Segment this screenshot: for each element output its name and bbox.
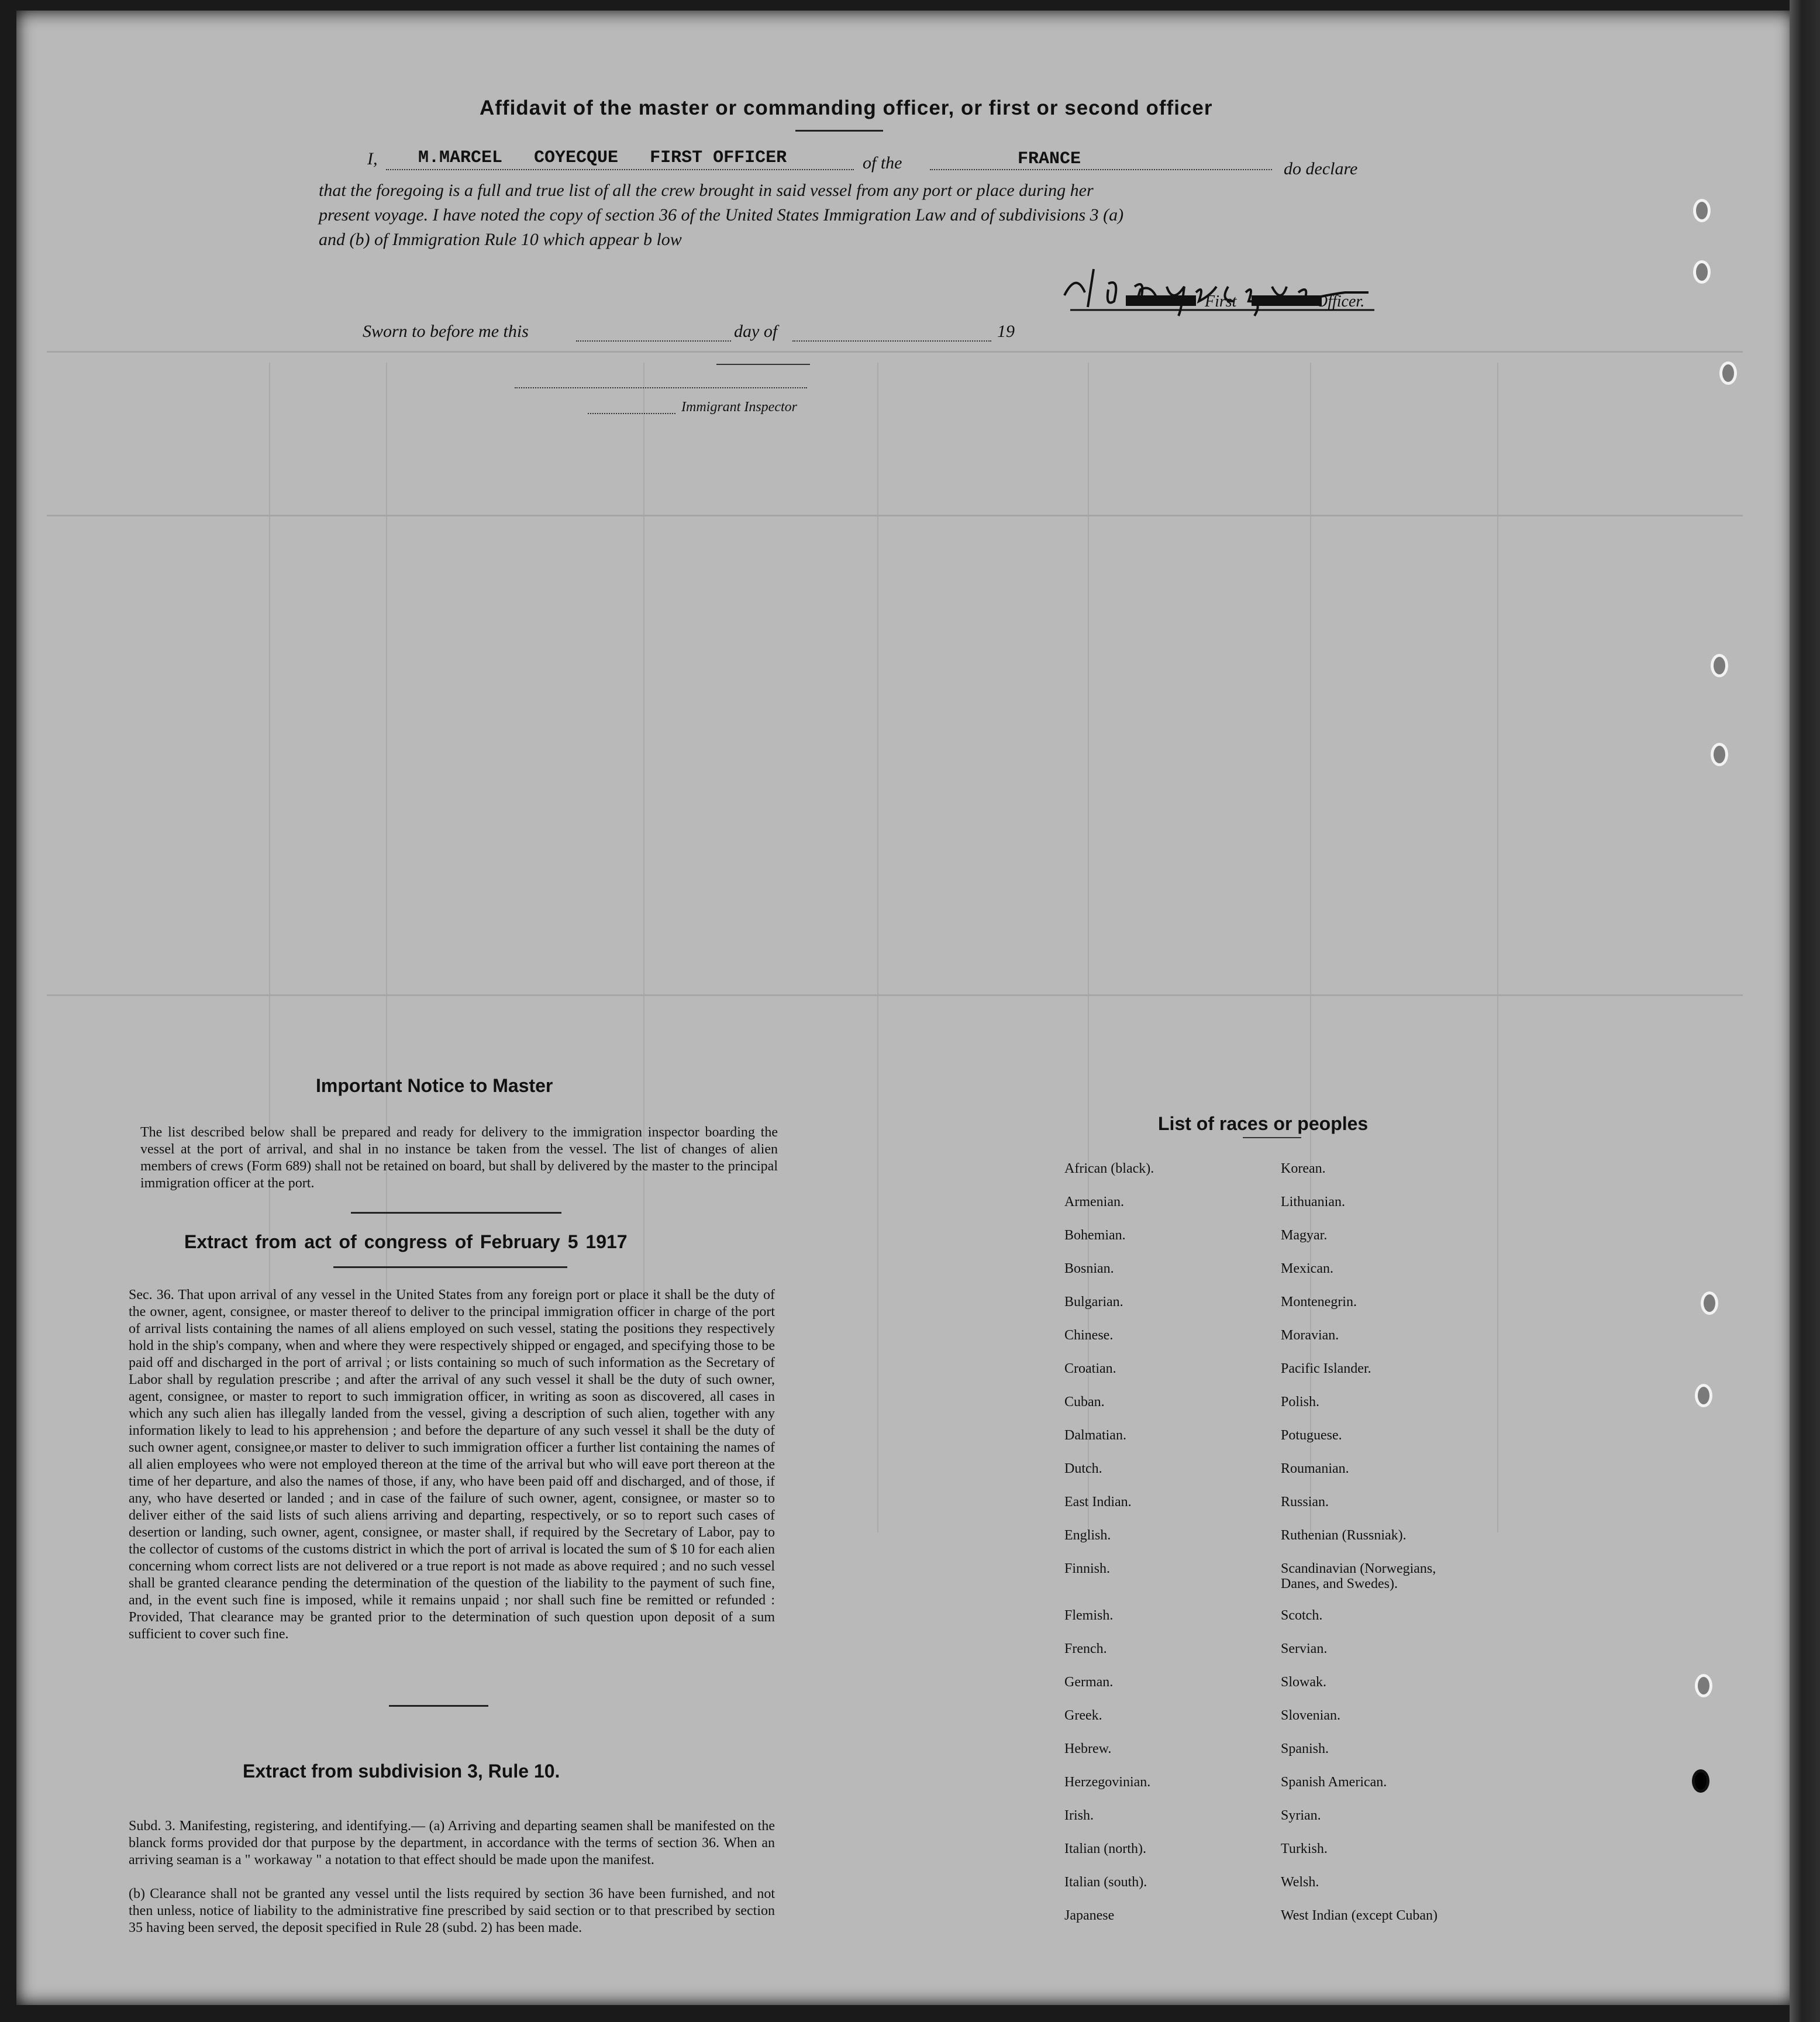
race-item: Russian. — [1281, 1494, 1329, 1510]
race-item: Roumanian. — [1281, 1461, 1349, 1476]
race-item: Scotch. — [1281, 1608, 1323, 1623]
race-item: Potuguese. — [1281, 1428, 1342, 1443]
race-item: Magyar. — [1281, 1228, 1328, 1243]
punch-hole — [1711, 654, 1728, 677]
race-item: Hebrew. — [1064, 1741, 1112, 1756]
ghost-rule — [47, 351, 1743, 353]
races-column-2 — [1281, 1161, 1474, 1941]
race-item: Armenian. — [1064, 1194, 1124, 1210]
affidavit-line-4: and (b) of Immigration Rule 10 which appear b low — [319, 230, 682, 249]
race-item: Finnish. — [1064, 1561, 1111, 1576]
affidavit-title: Affidavit of the master or commanding officer, or first or second officer — [480, 97, 1213, 119]
of-the-label: of the — [863, 153, 902, 173]
document-page — [16, 11, 1794, 2005]
race-item: Slovenian. — [1281, 1708, 1340, 1723]
ghost-column — [1497, 363, 1498, 1532]
ghost-rule — [47, 994, 1743, 996]
vessel-dotted-line — [930, 168, 1272, 170]
punch-hole — [1693, 260, 1711, 284]
rule-extract-body-b: (b) Clearance shall not be granted any vessel until the lists required by section 36 have been furnished, and not then unless, notice of liability to the administrative fine prescribed by said section or to that prescribed by section 35 having been served, the deposit specified in Rule 28 (subd. 2) has been made. — [129, 1886, 775, 1935]
race-item: Dutch. — [1064, 1461, 1102, 1476]
race-item: Herzegovinian. — [1064, 1775, 1151, 1790]
race-item: Ruthenian (Russniak). — [1281, 1528, 1407, 1543]
race-item: Turkish. — [1281, 1841, 1328, 1856]
signature-first-label: First — [1205, 292, 1237, 311]
affidavit-line-2: that the foregoing is a full and true list of all the crew brought in said vessel from any port or place during her — [319, 181, 1094, 200]
officer-name-field: M.MARCEL COYECQUE FIRST OFFICER — [418, 148, 787, 168]
year-prefix: 19 — [997, 322, 1015, 341]
race-item: Italian (south). — [1064, 1875, 1147, 1890]
race-item: Spanish. — [1281, 1741, 1329, 1756]
name-dotted-line — [386, 168, 854, 170]
race-item: Korean. — [1281, 1161, 1326, 1176]
race-item: Scandinavian (Norwegians, Danes, and Swedes). — [1281, 1561, 1436, 1592]
day-of-label: day of — [734, 322, 778, 341]
race-item: Mexican. — [1281, 1261, 1333, 1276]
race-item: Spanish American. — [1281, 1775, 1387, 1790]
race-item: East Indian. — [1064, 1494, 1132, 1510]
race-item: Japanese — [1064, 1908, 1115, 1923]
race-item: Moravian. — [1281, 1328, 1339, 1343]
act-end-rule — [389, 1705, 488, 1707]
rule-extract-body-a: Subd. 3. Manifesting, registering, and identifying.— (a) Arriving and departing seamen shall be manifested on the blanck forms provided dor that purpose by the department, in accordance with the terms of section 36. When an arriving seaman is a " workaway " a notation to that effect should be made upon the manifest. — [129, 1818, 775, 1868]
races-title: List of races or peoples — [1158, 1113, 1369, 1134]
punch-hole — [1692, 1769, 1709, 1793]
page-edge — [1790, 0, 1820, 2022]
ghost-rule — [47, 515, 1743, 516]
race-item: German. — [1064, 1675, 1114, 1690]
affidavit-line-3: present voyage. I have noted the copy of section 36 of the United States Immigration Law and of subdivisions 3 (a) — [319, 205, 1124, 225]
race-item: Pacific Islander. — [1281, 1361, 1371, 1376]
race-item: French. — [1064, 1641, 1107, 1656]
races-title-underline — [1243, 1137, 1301, 1138]
struck-out-text — [1126, 295, 1196, 306]
race-item: Italian (north). — [1064, 1841, 1146, 1856]
race-item: Cuban. — [1064, 1394, 1105, 1410]
do-declare-label: do declare — [1284, 159, 1358, 178]
race-item: Welsh. — [1281, 1875, 1319, 1890]
race-item: Irish. — [1064, 1808, 1094, 1823]
race-item: Croatian. — [1064, 1361, 1116, 1376]
race-item: Lithuanian. — [1281, 1194, 1345, 1210]
act-extract-body: Sec. 36. That upon arrival of any vessel in the United States from any foreign port or place it shall be the duty of the owner, agent, consignee, or master thereof to deliver to the principal immigration officer in charge of the port of arrival lists containing the names of all aliens employed on such vessel, stating the positions they respectively hold in the ship's company, when and where they were respectively shipped or engaged, and specifying those to be paid off and discharged in the port of arrival ; or lists containing so much of such information as the Secretary of Labor shall by regulation prescribe ; and after the arrival of any such vessel it shall be the duty of such owner, agent, consignee, or master to report to such immigration officer, in writing as soon as discovered, all cases in which any such alien has illegally landed from the vessel, giving a description of such alien, together with any information likely to lead to his apprehension ; and before the departure of any such vessel it shall be the duty of such owner agent, consignee,or master to deliver to such immigration officer a further list containing the names of all alien employees who were not employed thereon at the time of the arrival but who will eave port thereon at the time of her departure, and also the names of those, if any, who have been paid off and discharged, and of those, if any, who have deserted or landed ; and in case of the failure of such owner, agent, consignee, or master so to deliver either of the said lists of such aliens arriving and departing, respectively, or so to report such cases of desertion or landing, such owner, agent, consignee, or master shall, if required by the Secretary of Labor, pay to the collector of customs of the customs district in which the port of arrival is located the sum of $ 10 for each alien concerning whom correct lists are not delivered or a true report is not made as above required ; and no such vessel shall be granted clearance pending the determination of the question of the liability to the payment of such fine, and, in the event such fine is imposed, while it remains unpaid ; nor shall such fine be remitted or refunded : Provided, That clearance may be granted prior to the determination of such question upon deposit of a sum sufficient to cover such fine. — [129, 1287, 775, 1642]
race-item: Montenegrin. — [1281, 1294, 1357, 1310]
punch-hole — [1695, 1384, 1712, 1407]
vessel-name-field: FRANCE — [1018, 149, 1081, 169]
race-item: Greek. — [1064, 1708, 1102, 1723]
punch-hole — [1701, 1291, 1718, 1315]
signature-officer-label: Officer. — [1316, 292, 1365, 311]
race-item: Dalmatian. — [1064, 1428, 1126, 1443]
punch-hole — [1693, 199, 1711, 222]
race-item: Bosnian. — [1064, 1261, 1114, 1276]
punch-hole — [1719, 361, 1737, 385]
race-item: Slowak. — [1281, 1675, 1326, 1690]
race-item: West Indian (except Cuban) — [1281, 1908, 1438, 1923]
notice-title: Important Notice to Master — [316, 1075, 553, 1096]
rule-extract-title: Extract from subdivision 3, Rule 10. — [243, 1761, 560, 1782]
race-item: Flemish. — [1064, 1608, 1114, 1623]
affidavit-i: I, — [367, 149, 378, 168]
act-extract-title: Extract from act of congress of February 5 1917 — [184, 1231, 628, 1252]
notice-rule — [351, 1212, 561, 1214]
race-item: Servian. — [1281, 1641, 1328, 1656]
act-rule — [333, 1266, 567, 1268]
punch-hole — [1695, 1674, 1712, 1697]
races-column-1 — [1064, 1161, 1154, 1941]
race-item: Bulgarian. — [1064, 1294, 1123, 1310]
inspector-sign-line-short — [588, 412, 675, 414]
race-item: Chinese. — [1064, 1328, 1114, 1343]
race-item: Polish. — [1281, 1394, 1320, 1410]
race-item: English. — [1064, 1528, 1111, 1543]
inspector-sign-line — [515, 386, 807, 388]
sworn-month-line — [792, 339, 991, 342]
struck-out-text — [1252, 295, 1322, 306]
ghost-column — [877, 363, 878, 1532]
title-rule — [795, 130, 883, 132]
sworn-day-line — [576, 339, 731, 342]
race-item: Syrian. — [1281, 1808, 1321, 1823]
sworn-rule — [716, 364, 810, 365]
inspector-label: Immigrant Inspector — [681, 399, 797, 415]
notice-body: The list described below shall be prepared and ready for delivery to the immigration inspector boarding the vessel at the port of arrival, and shal in no instance be taken from the vessel. The list of changes of alien members of crews (Form 689) shall not be retained on board, but shall by delivered by the master to the principal immigration officer at the port. — [140, 1125, 778, 1191]
sworn-label: Sworn to before me this — [363, 322, 529, 341]
punch-hole — [1711, 743, 1728, 766]
race-item: Bohemian. — [1064, 1228, 1126, 1243]
race-item: African (black). — [1064, 1161, 1154, 1176]
